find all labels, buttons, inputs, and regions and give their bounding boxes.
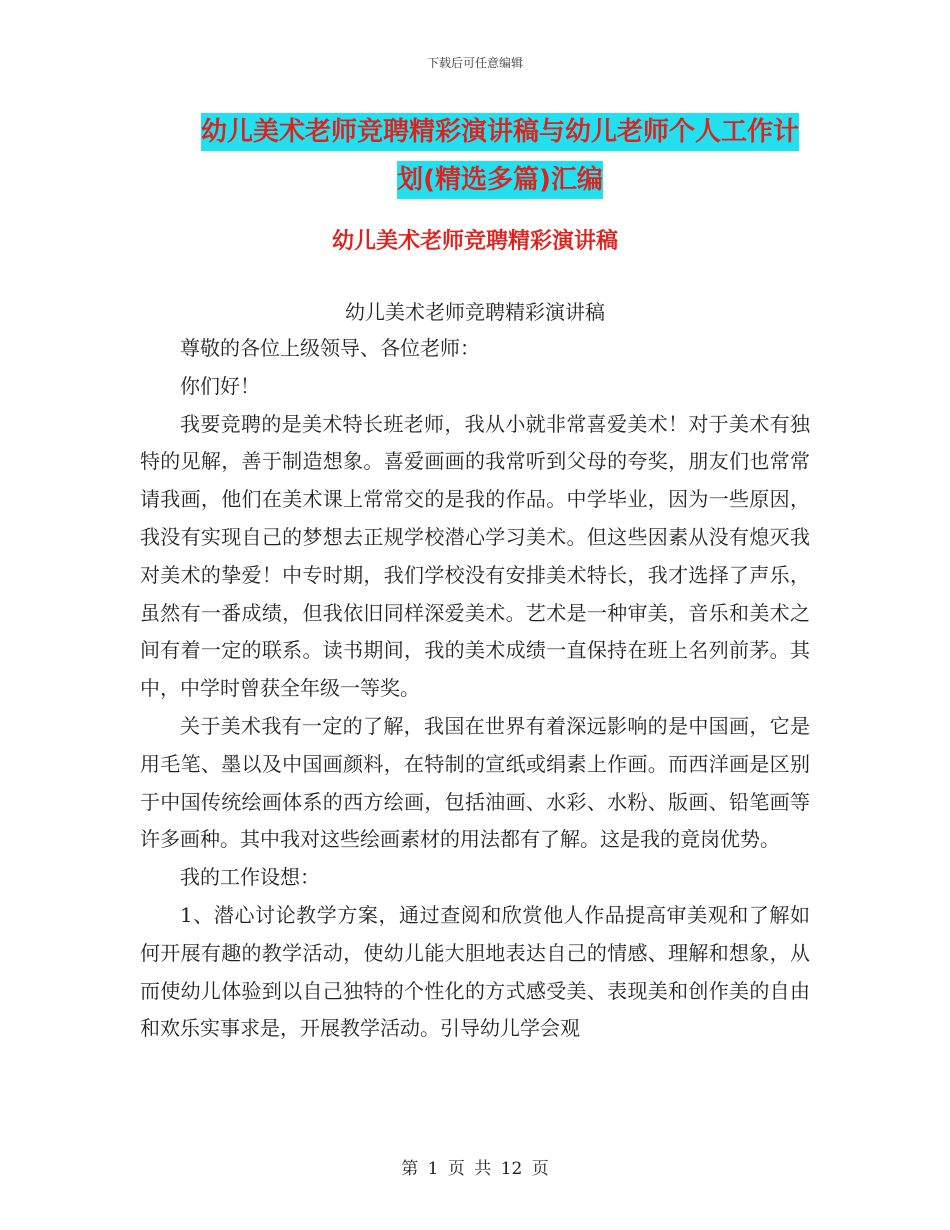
body-text xyxy=(140,330,810,1048)
paragraph-greeting: 你们好！ xyxy=(180,373,260,398)
paragraph-introduction: 我要竞聘的是美术特长班老师，我从小就非常喜爱美术！对于美术有独特的见解，善于制造想象。喜爱画画的我常听到父母的夸奖，朋友们也常常请我画，他们在美术课上常常交的是我的作品。中学毕业，因为一些原因，我没有实现自己的梦想去正规学校潜心学习美术。但这些因素从没有熄灭我对美术的挚爱！中专时期，我们学校没有安排美术特长，我才选择了声乐，虽然有一番成绩，但我依旧同样深爱美术。艺术是一种审美，音乐和美术之间有着一定的联系。读书期间，我的美术成绩一直保持在班上名列前茅。其中，中学时曾获全年级一等奖。 xyxy=(140,411,810,701)
document-title xyxy=(120,108,880,204)
paragraph-work-plan-heading: 我的工作设想： xyxy=(180,865,320,890)
document-title-line2: 划(精选多篇)汇编 xyxy=(397,161,603,199)
header-note: 下载后可任意编辑 xyxy=(426,56,523,70)
paragraph-art-knowledge: 关于美术我有一定的了解，我国在世界有着深远影响的是中国画，它是用毛笔、墨以及中国画颜料，在特制的宣纸或绢素上作画。而西洋画是区别于中国传统绘画体系的西方绘画，包括油画、水彩、水粉、版画、铅笔画等许多画种。其中我对这些绘画素材的用法都有了解。这是我的竟岗优势。 xyxy=(140,713,810,852)
paragraph-work-plan-item-1: 1、潜心讨论教学方案，通过查阅和欣赏他人作品提高审美观和了解如何开展有趣的教学活动，使幼儿能大胆地表达自己的情感、理解和想象，从而使幼儿体验到以自己独特的个性化的方式感受美、表现美和创作美的自由和欢乐实事求是，开展教学活动。引导幼儿学会观 xyxy=(140,902,810,1041)
section-title: 幼儿美术老师竞聘精彩演讲稿 xyxy=(331,229,618,254)
paragraph-salutation: 尊敬的各位上级领导、各位老师： xyxy=(180,336,480,360)
inner-title: 幼儿美术老师竞聘精彩演讲稿 xyxy=(345,300,605,324)
document-title-line1: 幼儿美术老师竞聘精彩演讲稿与幼儿老师个人工作计 xyxy=(201,113,799,151)
page-number: 第 1 页 共 12 页 xyxy=(401,1159,549,1179)
